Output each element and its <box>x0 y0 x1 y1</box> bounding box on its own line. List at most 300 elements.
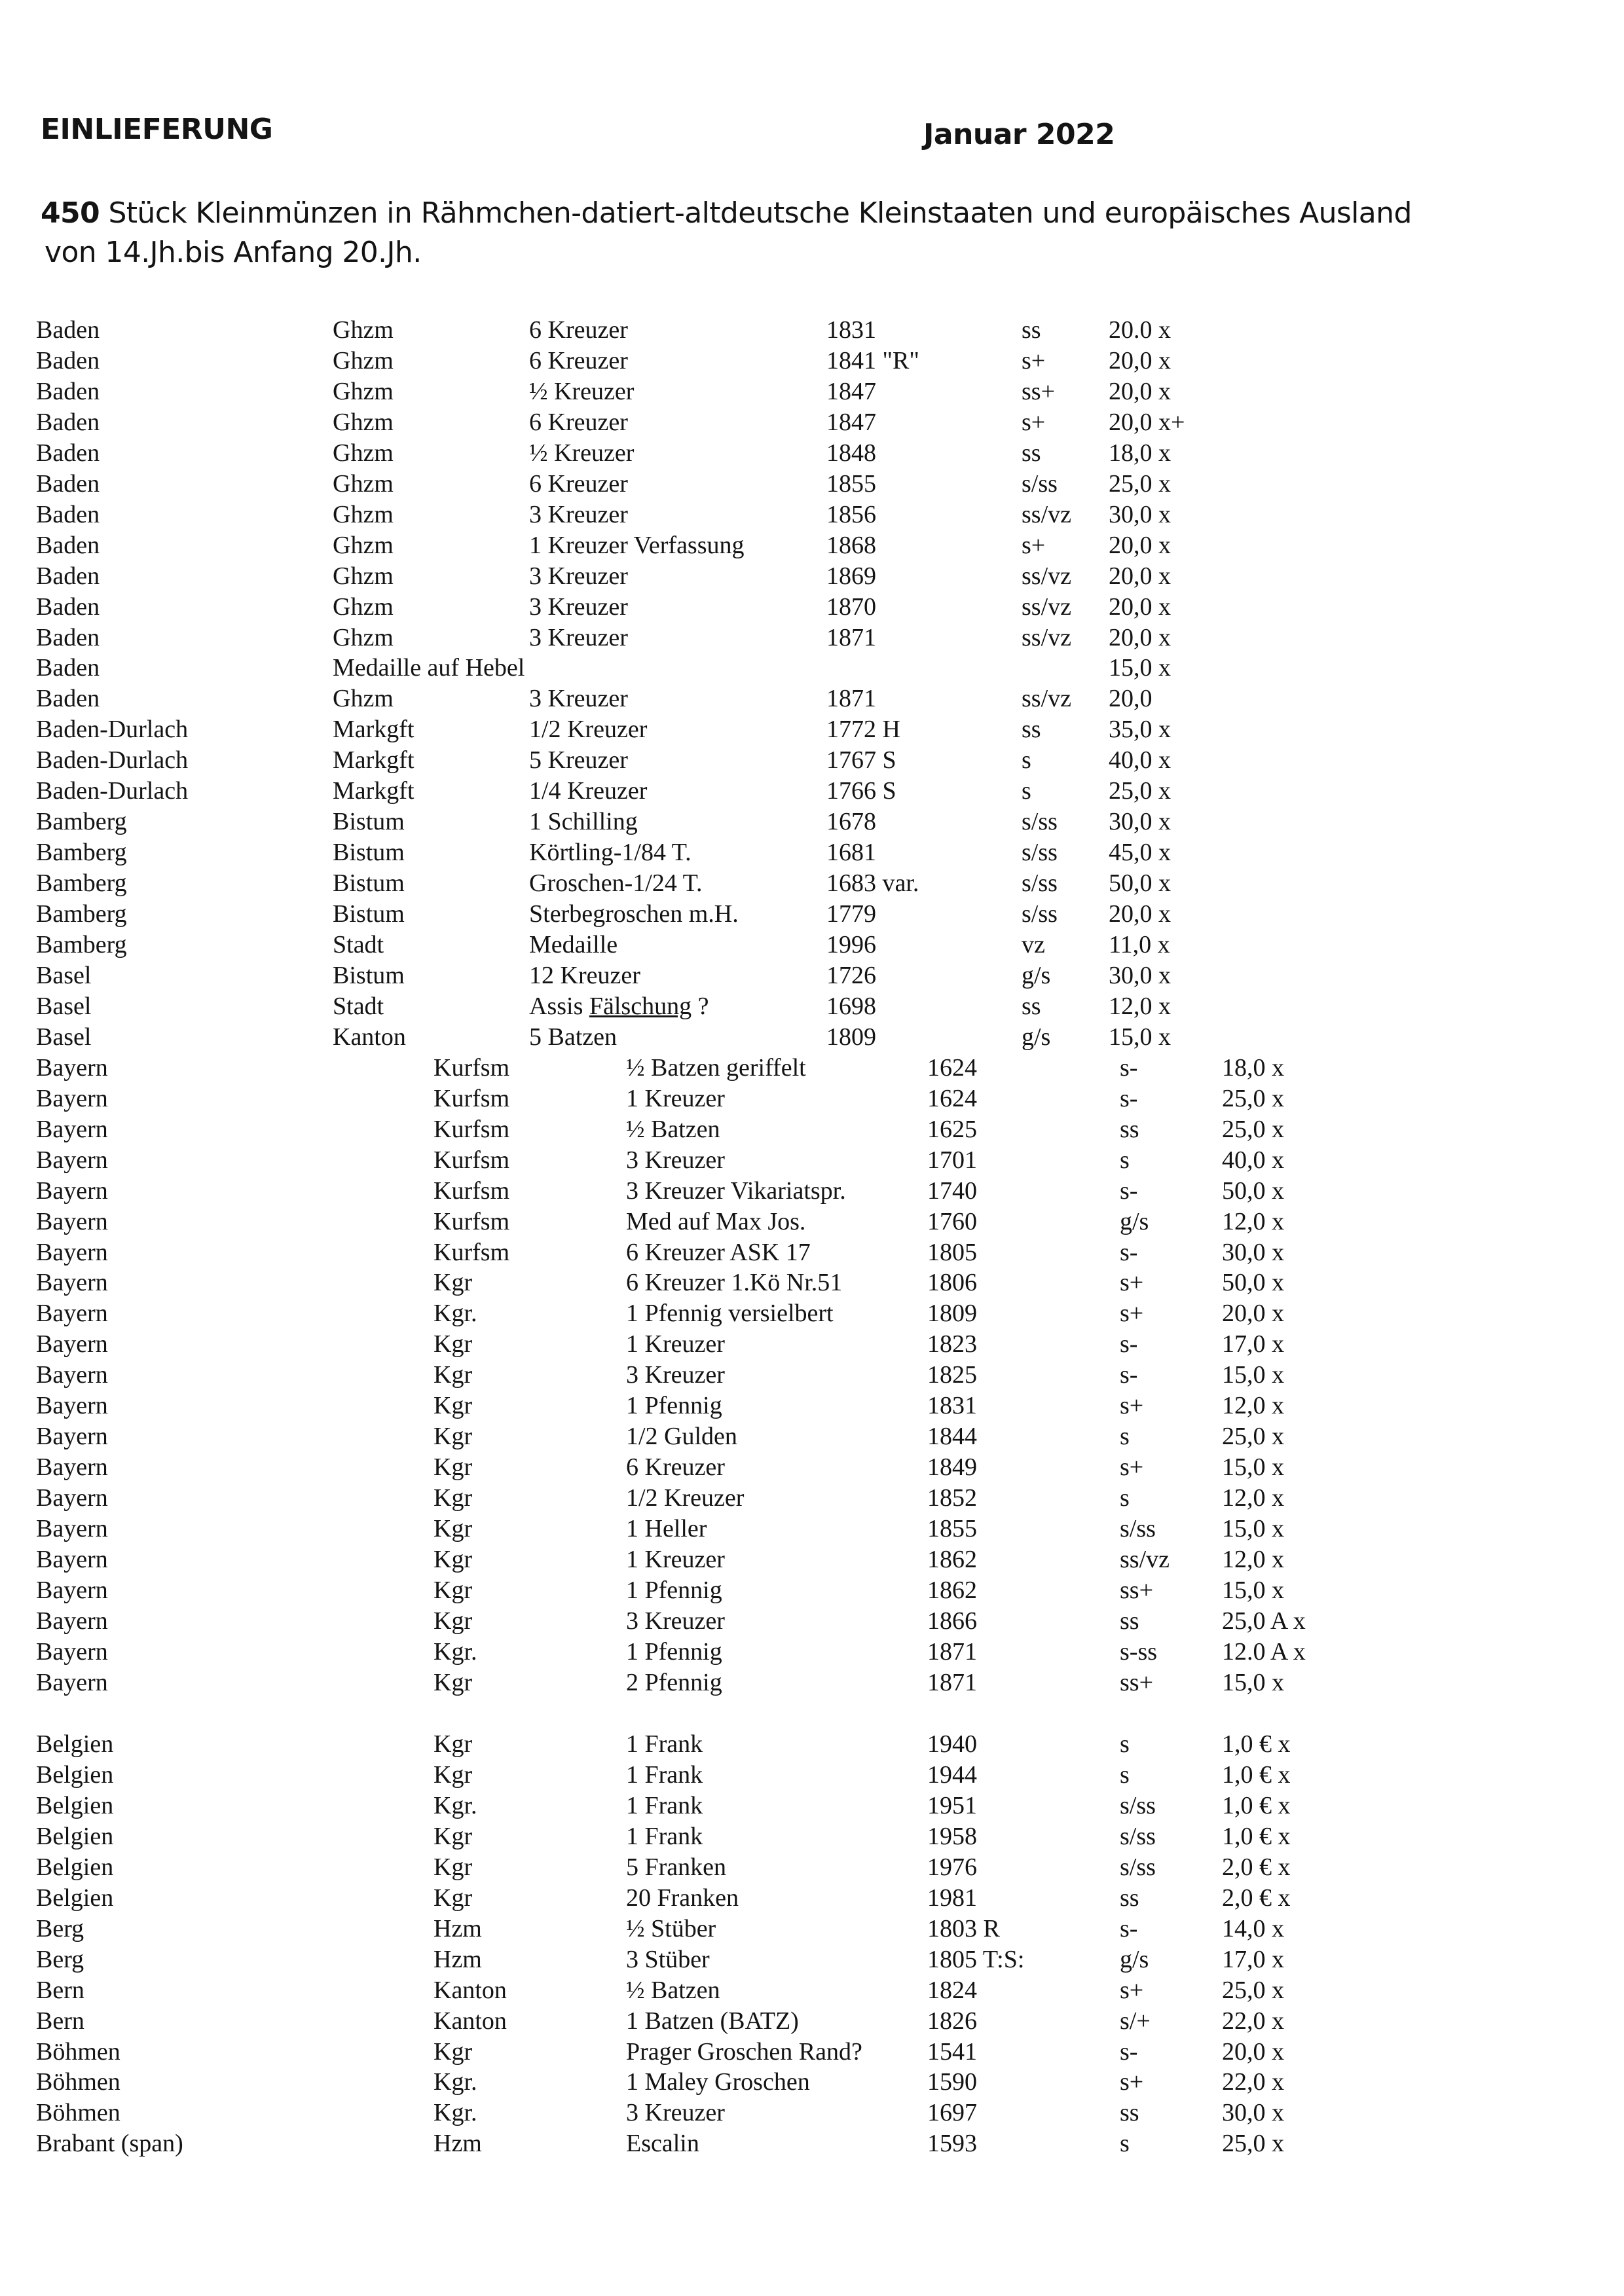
cell-grade: ss <box>1022 439 1041 467</box>
cell-land: Brabant (span) <box>36 2130 183 2158</box>
cell-coin: 5 Franken <box>626 1853 727 1881</box>
cell-year: 1683 var. <box>826 869 919 898</box>
cell-type: Kgr <box>434 1822 473 1850</box>
cell-coin: 1 Maley Groschen <box>626 2068 810 2096</box>
cell-land: Baden <box>36 500 100 528</box>
table-row <box>0 1083 1624 1114</box>
cell-land: Baden <box>36 316 100 344</box>
cell-year: 1726 <box>826 961 876 989</box>
cell-year: 1701 <box>927 1146 977 1174</box>
cell-coin: 6 Kreuzer <box>529 408 628 436</box>
cell-year: 1766 S <box>826 777 896 805</box>
cell-grade: s <box>1120 1484 1130 1512</box>
cell-land: Bayern <box>36 1668 108 1696</box>
table-row <box>0 960 1624 991</box>
table-row <box>0 530 1624 561</box>
cell-grade: s- <box>1120 1053 1138 1082</box>
cell-year: 1981 <box>927 1884 977 1912</box>
cell-type: Kurfsm <box>434 1176 510 1205</box>
cell-grade: g/s <box>1022 961 1051 989</box>
table-row <box>0 622 1624 653</box>
cell-coin: Medaille <box>529 931 618 958</box>
cell-coin: Körtling-1/84 T. <box>529 839 692 867</box>
cell-year: 1871 <box>826 685 876 713</box>
cell-coin-text: Assis <box>529 992 583 1020</box>
table-row <box>0 991 1624 1022</box>
cell-grade: s/+ <box>1120 2007 1151 2035</box>
cell-year: 1958 <box>927 1822 977 1850</box>
table-row <box>0 1975 1624 2006</box>
cell-price: 25,0 x <box>1222 1084 1284 1112</box>
cell-land: Bayern <box>36 1637 108 1666</box>
table-row <box>0 652 1624 683</box>
cell-type: Hzm <box>434 1914 482 1942</box>
cell-year: 1760 <box>927 1207 977 1235</box>
cell-grade: g/s <box>1120 1207 1149 1235</box>
cell-type: Ghzm <box>333 346 394 374</box>
table-row <box>0 591 1624 623</box>
table-row <box>0 929 1624 960</box>
cell-grade: g/s <box>1022 1023 1051 1051</box>
cell-price: 22,0 x <box>1222 2068 1284 2096</box>
cell-price: 25,0 x <box>1109 469 1171 498</box>
table-row <box>0 1144 1624 1176</box>
cell-grade: s <box>1022 746 1031 774</box>
table-row <box>0 775 1624 807</box>
cell-price: 20,0 x <box>1109 531 1171 559</box>
cell-year: 1855 <box>927 1515 977 1543</box>
cell-coin-suffix: ? <box>692 992 709 1020</box>
cell-coin: 3 Kreuzer <box>626 2099 725 2127</box>
cell-grade: s- <box>1120 1330 1138 1358</box>
cell-type: Kanton <box>434 1976 507 2004</box>
cell-coin: 1 Kreuzer <box>626 1546 725 1573</box>
cell-type: Kgr <box>434 1453 473 1482</box>
cell-price: 45,0 x <box>1109 839 1171 867</box>
cell-year: 1855 <box>826 469 876 498</box>
cell-year: 1996 <box>826 931 876 958</box>
cell-land: Bayern <box>36 1423 108 1451</box>
cell-coin: 3 Kreuzer <box>626 1607 725 1635</box>
cell-price: 18,0 x <box>1222 1053 1284 1082</box>
cell-price: 50,0 x <box>1222 1269 1284 1297</box>
cell-land: Bayern <box>36 1607 108 1635</box>
cell-price: 30,0 x <box>1109 808 1171 836</box>
table-row <box>0 1052 1624 1084</box>
cell-coin: ½ Stüber <box>626 1914 716 1942</box>
cell-land: Bayern <box>36 1361 108 1389</box>
table-row <box>0 1421 1624 1452</box>
cell-land: Baden-Durlach <box>36 746 189 774</box>
cell-grade: s+ <box>1120 2068 1144 2096</box>
cell-type: Kgr. <box>434 1791 477 1819</box>
cell-year: 1740 <box>927 1176 977 1205</box>
cell-land: Baden <box>36 408 100 436</box>
cell-coin: 2 Pfennig <box>626 1668 722 1696</box>
cell-grade: s+ <box>1120 1392 1144 1420</box>
cell-type: Kgr <box>434 1392 473 1420</box>
cell-coin: 6 Kreuzer <box>626 1453 725 1482</box>
cell-price: 40,0 x <box>1109 746 1171 774</box>
cell-land: Bayern <box>36 1146 108 1174</box>
cell-year: 1852 <box>927 1484 977 1512</box>
cell-type: Ghzm <box>333 408 394 436</box>
table-row <box>0 376 1624 407</box>
cell-coin: 1 Heller <box>626 1515 707 1543</box>
cell-coin: 1 Frank <box>626 1791 703 1819</box>
cell-coin: 5 Kreuzer <box>529 746 628 774</box>
cell-grade: ss <box>1022 992 1041 1020</box>
table-row <box>0 1175 1624 1207</box>
cell-year: 1868 <box>826 531 876 559</box>
cell-land: Bayern <box>36 1330 108 1358</box>
cell-grade: ss/vz <box>1022 685 1071 713</box>
cell-land: Bamberg <box>36 900 127 928</box>
cell-grade: s+ <box>1120 1976 1144 2004</box>
cell-coin: 5 Batzen <box>529 1023 618 1051</box>
cell-grade: s/ss <box>1022 839 1058 867</box>
cell-price: 25,0 x <box>1109 777 1171 805</box>
cell-grade: ss/vz <box>1022 592 1071 621</box>
cell-type: Kgr <box>434 1668 473 1696</box>
cell-year: 1767 S <box>826 746 896 774</box>
cell-price: 1,0 € x <box>1222 1822 1291 1850</box>
cell-coin: 3 Kreuzer <box>529 562 628 590</box>
cell-type: Kurfsm <box>434 1084 510 1112</box>
cell-coin: 1 Pfennig <box>626 1637 722 1666</box>
cell-price: 20,0 x <box>1109 623 1171 651</box>
cell-coin: 3 Kreuzer Vikariatspr. <box>626 1176 846 1205</box>
cell-grade: ss <box>1120 1607 1139 1635</box>
cell-year: 1624 <box>927 1084 977 1112</box>
cell-land: Baden <box>36 346 100 374</box>
cell-coin: 1 Frank <box>626 1822 703 1850</box>
cell-land: Baden <box>36 562 100 590</box>
cell-type: Kgr <box>434 1515 473 1543</box>
cell-year: 1976 <box>927 1853 977 1881</box>
cell-grade: s <box>1120 1146 1130 1174</box>
table-row <box>0 2005 1624 2037</box>
cell-grade: ss <box>1120 1115 1139 1143</box>
cell-year: 1809 <box>927 1300 977 1328</box>
cell-grade: s- <box>1120 1084 1138 1112</box>
cell-grade: s-ss <box>1120 1637 1158 1666</box>
cell-coin: 1/2 Kreuzer <box>529 716 648 744</box>
table-row <box>0 560 1624 592</box>
cell-type: Kgr <box>434 1760 473 1789</box>
cell-year: 1871 <box>826 623 876 651</box>
cell-land: Basel <box>36 961 92 989</box>
cell-land: Belgien <box>36 1884 114 1912</box>
table-row <box>0 1021 1624 1053</box>
cell-land: Baden <box>36 469 100 498</box>
cell-price: 20.0 x <box>1109 316 1171 344</box>
cell-price: 15,0 x <box>1222 1668 1284 1696</box>
cell-year: 1624 <box>927 1053 977 1082</box>
table-row <box>0 1851 1624 1883</box>
cell-year: 1849 <box>927 1453 977 1482</box>
cell-land: Baden <box>36 592 100 621</box>
cell-year: 1862 <box>927 1546 977 1573</box>
cell-type: Kgr. <box>434 1637 477 1666</box>
cell-coin-underlined: Fälschung <box>589 992 692 1020</box>
cell-land: Bayern <box>36 1576 108 1604</box>
cell-price: 1,0 € x <box>1222 1760 1291 1789</box>
table-row <box>0 1667 1624 1698</box>
cell-grade: ss+ <box>1120 1576 1154 1604</box>
cell-grade: s <box>1120 1760 1130 1789</box>
cell-year: 1823 <box>927 1330 977 1358</box>
cell-grade: ss/vz <box>1022 500 1071 528</box>
cell-type: Hzm <box>434 1945 482 1973</box>
cell-land: Bamberg <box>36 839 127 867</box>
cell-grade: s <box>1120 2130 1130 2158</box>
cell-type: Bistum <box>333 808 405 836</box>
cell-year: 1844 <box>927 1423 977 1451</box>
cell-land: Belgien <box>36 1730 114 1758</box>
cell-coin: 6 Kreuzer <box>529 469 628 498</box>
cell-price: 22,0 x <box>1222 2007 1284 2035</box>
cell-type: Ghzm <box>333 439 394 467</box>
cell-grade: s+ <box>1022 408 1046 436</box>
cell-year: 1831 <box>826 316 876 344</box>
cell-year: 1824 <box>927 1976 977 2004</box>
cell-year: 1803 R <box>927 1914 1000 1942</box>
cell-price: 25,0 x <box>1222 2130 1284 2158</box>
cell-coin: 3 Stüber <box>626 1945 710 1973</box>
cell-coin: 1 Pfennig <box>626 1392 722 1420</box>
cell-price: 2,0 € x <box>1222 1884 1291 1912</box>
cell-year: 1847 <box>826 408 876 436</box>
cell-year: 1841 "R" <box>826 346 919 374</box>
cell-price: 17,0 x <box>1222 1945 1284 1973</box>
cell-year: 1944 <box>927 1760 977 1789</box>
cell-type: Ghzm <box>333 562 394 590</box>
cell-price: 1,0 € x <box>1222 1791 1291 1819</box>
cell-year: 1831 <box>927 1392 977 1420</box>
cell-coin: ½ Batzen <box>626 1115 720 1143</box>
cell-price: 2,0 € x <box>1222 1853 1291 1881</box>
cell-grade: g/s <box>1120 1945 1149 1973</box>
table-row <box>0 1636 1624 1667</box>
cell-coin: 1/2 Kreuzer <box>626 1484 745 1512</box>
cell-grade: s <box>1120 1423 1130 1451</box>
cell-grade: s/ss <box>1022 469 1058 498</box>
cell-land: Böhmen <box>36 2068 120 2096</box>
table-row <box>0 806 1624 837</box>
cell-type: Kgr. <box>434 2099 477 2127</box>
cell-land: Bayern <box>36 1546 108 1573</box>
cell-land: Baden <box>36 685 100 713</box>
cell-land: Bayern <box>36 1115 108 1143</box>
table-row <box>0 1544 1624 1575</box>
cell-land: Bamberg <box>36 869 127 898</box>
cell-grade: ss <box>1022 316 1041 344</box>
cell-land: Bern <box>36 2007 84 2035</box>
table-row <box>0 744 1624 776</box>
table-row <box>0 1728 1624 1760</box>
cell-coin: Sterbegroschen m.H. <box>529 900 739 928</box>
cell-grade: s+ <box>1120 1300 1144 1328</box>
cell-land: Belgien <box>36 1853 114 1881</box>
cell-land: Böhmen <box>36 2099 120 2127</box>
cell-type: Kgr. <box>434 2068 477 2096</box>
cell-land: Baden <box>36 654 100 682</box>
cell-price: 30,0 x <box>1109 961 1171 989</box>
cell-coin: 3 Kreuzer <box>626 1361 725 1389</box>
cell-grade: s <box>1022 777 1031 805</box>
cell-grade: s/ss <box>1120 1515 1156 1543</box>
cell-land: Bayern <box>36 1392 108 1420</box>
cell-coin: Groschen-1/24 T. <box>529 869 703 898</box>
table-row <box>0 499 1624 530</box>
cell-grade: ss/vz <box>1120 1546 1170 1573</box>
cell-coin: 1 Frank <box>626 1730 703 1758</box>
cell-type: Ghzm <box>333 469 394 498</box>
cell-grade: s+ <box>1022 346 1046 374</box>
cell-grade: s/ss <box>1022 900 1058 928</box>
cell-grade: ss+ <box>1022 377 1056 405</box>
cell-price: 17,0 x <box>1222 1330 1284 1358</box>
cell-type: Kgr <box>434 1361 473 1389</box>
cell-land: Bayern <box>36 1484 108 1512</box>
cell-coin: ½ Batzen <box>626 1976 720 2004</box>
lot-description-line2: von 14.Jh.bis Anfang 20.Jh. <box>45 236 422 269</box>
cell-grade: ss/vz <box>1022 562 1071 590</box>
cell-type: Kgr <box>434 1576 473 1604</box>
cell-year: 1697 <box>927 2099 977 2127</box>
cell-price: 20,0 x <box>1109 377 1171 405</box>
table-row <box>0 2128 1624 2159</box>
cell-land: Baden <box>36 439 100 467</box>
cell-year: 1869 <box>826 562 876 590</box>
cell-year: 1805 <box>927 1238 977 1266</box>
table-row <box>0 345 1624 376</box>
table-row <box>0 1206 1624 1237</box>
cell-price: 1,0 € x <box>1222 1730 1291 1758</box>
cell-coin: 1 Batzen (BATZ) <box>626 2007 799 2035</box>
table-row <box>0 1451 1624 1483</box>
cell-price: 50,0 x <box>1222 1176 1284 1205</box>
table-row <box>0 1821 1624 1852</box>
cell-type: Stadt <box>333 931 384 958</box>
table-row <box>0 1790 1624 1821</box>
cell-land: Bayern <box>36 1084 108 1112</box>
table-row <box>0 407 1624 438</box>
cell-land: Bayern <box>36 1176 108 1205</box>
cell-price: 25,0 x <box>1222 1115 1284 1143</box>
cell-year: 1870 <box>826 592 876 621</box>
cell-price: 15,0 x <box>1222 1361 1284 1389</box>
table-row <box>0 1944 1624 1975</box>
cell-coin: 6 Kreuzer 1.Kö Nr.51 <box>626 1269 843 1297</box>
cell-grade: s/ss <box>1120 1853 1156 1881</box>
cell-type: Ghzm <box>333 316 394 344</box>
cell-grade: s- <box>1120 1361 1138 1389</box>
table-row <box>0 1359 1624 1391</box>
cell-land: Bayern <box>36 1053 108 1082</box>
cell-grade: s/ss <box>1120 1791 1156 1819</box>
cell-land: Bamberg <box>36 808 127 836</box>
cell-price: 14,0 x <box>1222 1914 1284 1942</box>
cell-price: 30,0 x <box>1109 500 1171 528</box>
cell-grade: s <box>1120 1730 1130 1758</box>
table-row <box>0 2066 1624 2098</box>
cell-type: Kgr <box>434 1730 473 1758</box>
table-row <box>0 1759 1624 1791</box>
cell-type: Kgr <box>434 1269 473 1297</box>
cell-price: 20,0 x <box>1109 592 1171 621</box>
table-row <box>0 437 1624 469</box>
cell-price: 15,0 x <box>1222 1453 1284 1482</box>
cell-price: 11,0 x <box>1109 931 1170 958</box>
cell-price: 50,0 x <box>1109 869 1171 898</box>
cell-type: Bistum <box>333 869 405 898</box>
cell-coin: 1 Kreuzer Verfassung <box>529 531 745 559</box>
cell-price: 20,0 x <box>1109 346 1171 374</box>
cell-year: 1593 <box>927 2130 977 2158</box>
cell-type: Kgr <box>434 1330 473 1358</box>
cell-grade: s+ <box>1120 1453 1144 1482</box>
table-row <box>0 1298 1624 1329</box>
cell-land: Basel <box>36 1023 92 1051</box>
cell-year: 1590 <box>927 2068 977 2096</box>
table-row <box>0 837 1624 868</box>
cell-grade: s- <box>1120 2037 1138 2066</box>
cell-grade: s+ <box>1120 1269 1144 1297</box>
cell-coin: 12 Kreuzer <box>529 961 640 989</box>
cell-type: Ghzm <box>333 592 394 621</box>
cell-coin: 1 Frank <box>626 1760 703 1789</box>
cell-grade: s- <box>1120 1914 1138 1942</box>
cell-land: Baden-Durlach <box>36 716 189 744</box>
cell-type: Kurfsm <box>434 1115 510 1143</box>
cell-year: 1871 <box>927 1668 977 1696</box>
cell-type: Kgr <box>434 1853 473 1881</box>
cell-type: Kgr <box>434 1607 473 1635</box>
cell-year: 1809 <box>826 1023 876 1051</box>
cell-type: Kgr. <box>434 1300 477 1328</box>
cell-year: 1772 H <box>826 716 900 744</box>
table-row <box>0 1882 1624 1914</box>
cell-grade: ss <box>1120 1884 1139 1912</box>
cell-type: Hzm <box>434 2130 482 2158</box>
lot-description-line1: Stück Kleinmünzen in Rähmchen-datiert-altdeutsche Kleinstaaten und europäisches Ausland <box>108 196 1412 230</box>
cell-coin: ½ Kreuzer <box>529 439 635 467</box>
cell-year: 1779 <box>826 900 876 928</box>
cell-price: 35,0 x <box>1109 716 1171 744</box>
cell-price: 15,0 x <box>1109 654 1171 682</box>
cell-year: 1625 <box>927 1115 977 1143</box>
table-row <box>0 1605 1624 1637</box>
cell-coin: ½ Kreuzer <box>529 377 635 405</box>
cell-coin: Escalin <box>626 2130 699 2158</box>
cell-land: Berg <box>36 1945 84 1973</box>
cell-type: Markgft <box>333 716 415 744</box>
cell-grade: s/ss <box>1022 808 1058 836</box>
cell-year: 1866 <box>927 1607 977 1635</box>
table-row <box>0 1390 1624 1421</box>
cell-coin: 1 Kreuzer <box>626 1330 725 1358</box>
cell-price: 12,0 x <box>1222 1392 1284 1420</box>
table-row <box>0 1114 1624 1145</box>
cell-coin: ½ Batzen geriffelt <box>626 1053 806 1082</box>
cell-land: Belgien <box>36 1791 114 1819</box>
cell-price: 15,0 x <box>1109 1023 1171 1051</box>
cell-grade: s- <box>1120 1238 1138 1266</box>
cell-coin: 1 Schilling <box>529 808 638 836</box>
cell-price: 18,0 x <box>1109 439 1171 467</box>
